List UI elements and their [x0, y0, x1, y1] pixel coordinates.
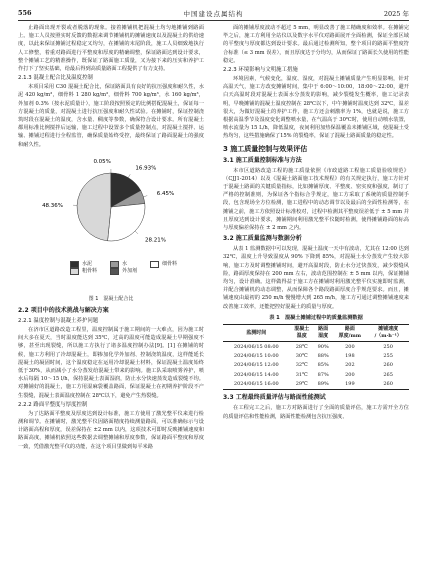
legend-label: 水	[122, 260, 128, 267]
paragraph: 止路面出现开裂或者脱落的现象。接着摊铺机把混凝土均匀地摊铺到路面上。施工人员按照实时反馈的数据来调节摊铺机的摊铺速度以及混凝土的供给速度，以此来保证摊铺过程稳定又均匀，在摊铺的末尾阶段，施工人员细致地执行人工修整，着重对路面进行平整度和厚度的精确调整，保证路面达到设计要求，整个摊铺工艺的精准操作，既保证了路面施工质量，又为接下来的压实和养护工作打下了坚实基础，给最后得到高质量路面工程提供了有力支持。	[18, 25, 204, 73]
table-cell: 202	[345, 362, 355, 369]
table-row	[223, 371, 409, 380]
legend-label: 水泥	[82, 260, 93, 267]
table-row	[223, 342, 409, 352]
monitoring-table	[223, 324, 409, 390]
table-cell: 2024/06/15 16:00	[233, 381, 279, 388]
legend-swatch	[110, 261, 119, 268]
table-cell: 265	[383, 371, 393, 378]
legend-item	[70, 268, 110, 275]
pie-slice-粗骨料	[77, 173, 111, 241]
left-column	[18, 24, 204, 451]
data-label: 28.21%	[144, 237, 166, 244]
paragraph: 面的摊铺厚度波动不超过 5 mm，明显改善了施工精确度和效率。在摊铺完毕之后，施工方利用全站仪以及数字水平仪对路面展开全面检测，保证全部区域的平整度与厚度都达到设计要求。最后通过检测所知，整个项目的路面平整度符合标准（≤ 3 mm 误差），而且厚度达于分均匀，从而保证了路面长久使用的性能稳定。	[223, 25, 409, 64]
table-cell: 31℃	[295, 371, 308, 378]
leader-line	[143, 195, 147, 196]
table-cell: 255	[383, 353, 393, 360]
leader-line	[128, 174, 130, 177]
data-label: 48.36%	[42, 202, 64, 209]
table-header-cell: 路面 厚度/mm	[338, 326, 362, 340]
table-cell: 250	[383, 343, 393, 350]
data-label: 0.05%	[93, 158, 111, 165]
legend-item	[110, 261, 150, 268]
table-cell: 200	[345, 343, 355, 350]
legend-swatch	[70, 268, 79, 275]
table-cell: 88%	[317, 353, 329, 360]
data-label: 6.45%	[156, 191, 175, 198]
table-cell: 85%	[317, 362, 329, 369]
table-header-row	[223, 325, 409, 342]
legend-label: 细骨料	[162, 260, 178, 267]
table-cell: 200	[345, 371, 355, 378]
legend-item	[150, 261, 190, 268]
section-heading: 2.1.3 混凝土配合比及温度控制	[18, 75, 93, 82]
leader-line	[135, 231, 138, 234]
paragraph: 本项目采用 C30 混凝土配合比，保证路面具有良好的抗压强度和耐久性，水泥 420 kg/m³，细骨料 1 280 kg/m³，细骨料 700 kg/m³，水 160 kg/m³，外加剂 0.3%（按水泥质量计），施工阶段按照预定的比例搭配混凝土，保证每一方混凝土的质量，对混凝土进行抗压强度和耐久性试验。在摊铺时，保证控制浇筑时段在混凝土的温度，含水量、稠度等参数，确保符合设计要求。所有混凝土都用标准比例搅拌后运输，施工过程中设置多个质量控制点，对混凝土搅拌、运输、摊铺过程进行全程监管，确保质量始终受控，最终保证了路面混凝土的强度和耐久性。	[18, 84, 204, 148]
pie-svg	[18, 153, 204, 261]
table-cell: 2024/06/15 14:00	[233, 371, 279, 378]
table-cell: 260	[383, 362, 393, 369]
legend-label: 外加剂	[122, 267, 138, 274]
figure-caption: 图 1 混凝土配合比	[88, 295, 134, 302]
table-header-cell: 摊铺速度 /（m·h⁻¹）	[374, 326, 402, 340]
table-header-cell: 路面 湿度	[318, 326, 329, 340]
section-heading: 2.2.3 环境影响与文明施工措施	[223, 67, 298, 74]
pie-slice-细骨料	[108, 203, 145, 240]
legend-item	[110, 268, 150, 275]
right-column	[223, 24, 409, 421]
section-heading: 2.2 项目中的技术挑战与解决方案	[18, 307, 109, 315]
table-cell: 260	[383, 381, 393, 388]
table-cell: 90%	[317, 343, 329, 350]
table-cell: 28℃	[295, 343, 308, 350]
table-cell: 32℃	[295, 362, 308, 369]
table-cell: 29℃	[295, 381, 308, 388]
legend-swatch	[150, 261, 159, 268]
table-header-cell: 监测时间	[246, 329, 267, 336]
issue-year: 2025 年	[383, 9, 409, 18]
paragraph: 从表 1 监测数据中可以发现，混凝土温度一天中有波动，尤其在 12:00 达到 32℃，温度上升导致湿度从 90% 下降到 85%，对混凝土水分蒸发产生较大影响，施工方及时调整摊铺时间，避开高温时段，防止水分过快蒸发，减少裂缝风险，路面厚度保持在 200 mm 左右，波动范围控制在 ± 5 mm 以内，保证摊铺均匀，设计准确。这样做得益于施工方在摊铺时利用激光整平仪实施即时监测，并配合摊铺机的动态调整，从而保障各个路段路面厚度合乎规范要求。而且，摊铺速度由最初的 250 m/h 慢慢增大到 265 m/h，施工方可通过调整摊铺速度来改善施工效率，还能把控好混凝土的质量与厚度。	[223, 246, 409, 310]
table-cell: 2024/06/15 08:00	[233, 343, 279, 350]
table-cell: 199	[345, 381, 355, 388]
legend-swatch	[110, 268, 119, 275]
mix-ratio-pie-chart	[18, 153, 204, 293]
data-label: 16.93%	[135, 165, 157, 172]
chart-legend	[70, 261, 190, 275]
paragraph: 在济市区道路改造工程里，温度控制属于施工期间的一大难点，因为施工时间大多在夏天，当时温度能达到 35℃，过高的温度可能造成混凝土早期强度不够，甚至出现裂缝，所以施工方执行了诸多温度控制办法[9]。[1] 在摊铺的时候，施工方利用了冷却混凝土，即掺加化学外加剂、控制浇筑温度，这样能延长混凝土的凝固时间，这个温度稳定在运用冷却混凝土材料，保证混凝土温度始终低于30%，从而减小了水分蒸发给混凝土带来的影响。施工队采取喷雾养护，喷水后每隔 10～15 l/h，保持混凝土表面湿润，防止水分快速蒸发造成裂缝不均。对摊铺好的混凝土，施工方用湿麻袋覆盖路面，保证混凝土在初期养护阶段不产生裂缝，混凝土表面温度控制在 28℃以下，避免产生热裂缝。	[18, 327, 204, 399]
table-cell: 30℃	[295, 353, 308, 360]
legend-item	[70, 261, 110, 268]
legend-swatch	[70, 261, 79, 268]
paragraph: 环境因素，气候变化，温度、湿度，对混凝土摊铺质量产生明显影响，针对高温天气，施工方改变摊铺时间，集中于 6:00～10:00，18:00～22:00，避开白天高温时段对混凝土表面水分蒸发的影响，减少裂缝发生概率，施工记录表明，早晚摊铺的混凝土温度控制在 28℃以下，中午摊铺时温度达到 32℃，温差很大，为做好混凝土的养护工作，施工方还会刺激率为 1%，也就是说，施工方根据高温季节及湿度变化调整喷水量，在气温高于 30℃时，使用自动喷水装置，喷水流量为 15 L/h，降低温度，夜间利用加热保温覆盖未摊铺区域，使混凝土受热均匀，这些措施确保了15% 的裂缝率，保证了混凝土路面质量的稳定性。	[223, 76, 409, 140]
section-heading: 3 施工质量控制与效果评估	[223, 144, 308, 153]
table-cell: 198	[345, 353, 355, 360]
table-body	[223, 342, 409, 390]
table-cell: 89%	[317, 381, 329, 388]
section-heading: 3.1 施工质量控制标准与方法	[223, 156, 302, 164]
section-heading: 3.2 施工质量监测与数据分析	[223, 235, 302, 243]
journal-title: 中国建设点属结构	[183, 9, 244, 18]
page-header	[18, 6, 409, 21]
table-row	[223, 380, 409, 390]
table-row	[223, 361, 409, 370]
section-heading: 3.3 工程最终质量评估与路面性能测试	[223, 394, 326, 402]
table-cell: 2024/06/15 12:00	[233, 362, 279, 369]
section-heading: 2.2.2 路面平整度与厚度控制	[18, 401, 88, 408]
legend-label: 粗骨料	[82, 267, 98, 274]
section-heading: 2.2.1 温度控制与混凝土养护问题	[18, 318, 99, 325]
table-cell: 87%	[317, 371, 329, 378]
table-caption: 表 1 混凝土摊铺过程中的质量监测数据	[269, 314, 363, 321]
paragraph: 为了达路面平整度及厚度达到设计标准，施工方使用了激光整平仪来进行检测和调节。在摊铺时，激光整平仪因路面精度持续测量路面，可以准确标示与设计路面高程和厚度，误差保持在 ±2 mm 以内，这项技术可即时反映摊铺速度和路面高度，摊铺机依照这些数据去调整摊铺和厚度参数，保证路面平整度和厚度一致，凭借激光整平仪的功能，在这个项目里做到每平米路	[18, 410, 204, 450]
paragraph: 在工程完工之后，施工方对路面进行了全面的质量评估，施工方需开全方位的质量评估和性能检测，路面性能检测包含抗压强度、	[223, 405, 409, 420]
table-row	[223, 352, 409, 361]
table-cell: 2024/06/15 10:00	[233, 353, 279, 360]
page-number: 556	[18, 9, 32, 17]
table-header-cell: 混凝土 温度	[294, 326, 310, 340]
paragraph: 本市区道路改造工程的施工质量依照《市政道路工程施工质量验收规范》（CJJ1-2014）以及《混凝土路面施工技术规程》的有关规定执行，施工方针对于混凝土路面的关键质量指标，比如摊铺厚度、平整度、密实度和强度，制订了严格的控制准则，为保证各个指标合乎规定，施工方采取了系统的质量控制手段，包含现场全方位检测，施工进程中的动态调节以及最后的全面性检测等，在摊铺之前，施工方依照设计标准校对，过程中检测其平整度误差低于 ± 5 mm 并且厚度达到设计要求，摊铺期间利用激光整平仪随时检测，使得摊铺路面的标高与厚度偏差保持在 ± 2 mm 之内。	[223, 167, 409, 232]
